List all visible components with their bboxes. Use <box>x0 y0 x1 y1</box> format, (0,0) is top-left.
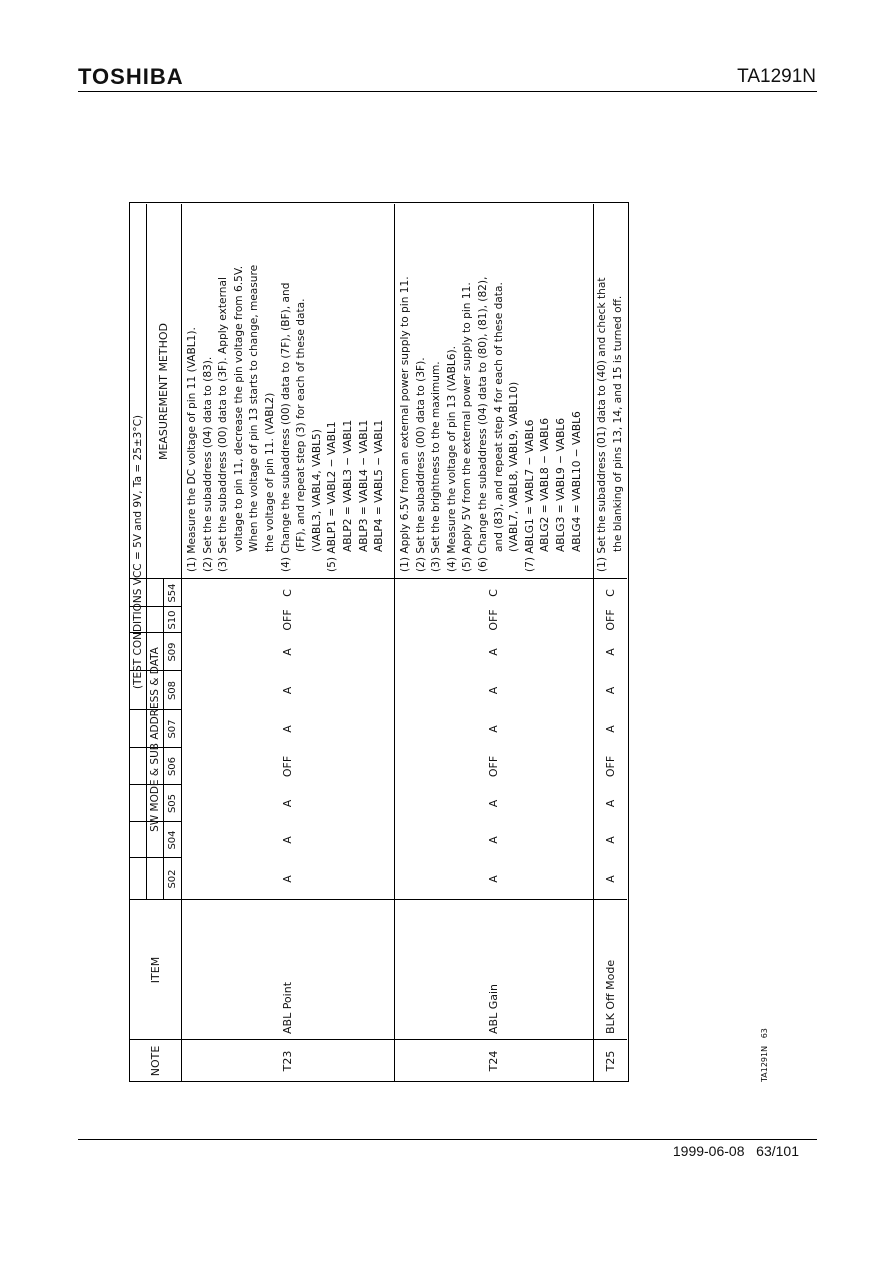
switch-header: S08 <box>166 680 178 701</box>
sw-mode-header: SW MODE & SUB ADDRESS & DATA <box>148 647 161 832</box>
switch-header: S06 <box>166 756 178 777</box>
switch-value: A <box>603 836 617 844</box>
switch-value: C <box>487 589 500 597</box>
item-header: ITEM <box>148 956 162 984</box>
switch-value: A <box>603 686 617 695</box>
switch-value: C <box>281 589 294 597</box>
switch-value: A <box>487 686 500 695</box>
switch-value: OFF <box>603 755 617 778</box>
switch-value: A <box>603 725 617 733</box>
method-line: (VABL7, VABL8, VABL9, VABL10) <box>508 381 521 552</box>
method-line: (6) Change the subaddress (04) data to (80), (81), (82), <box>476 276 489 572</box>
method-line: (1) Apply 6.5V from an external power supply to pin 11. <box>399 276 411 572</box>
footer-date: 1999-06-08 <box>672 1143 745 1159</box>
method-line: ABLG2 = VABL8 − VABL6 <box>539 417 552 552</box>
method-line: (5) ABLP1 = VABL2 − VABL1 <box>326 421 339 572</box>
note-header: NOTE <box>148 1045 162 1077</box>
switch-header: S05 <box>166 793 178 814</box>
method-line: (2) Set the subaddress (00) data to (3F). <box>414 357 427 572</box>
method-line: (4) Change the subaddress (00) data to (7F), (BF), and <box>279 282 292 572</box>
row-note: T24 <box>487 1050 500 1072</box>
row-note: T25 <box>603 1050 617 1072</box>
switch-value: OFF <box>281 609 294 631</box>
method-line: (2) Set the subaddress (04) data to (83). <box>201 356 214 572</box>
method-line: (7) ABLG1 = VABL7 − VABL6 <box>523 419 536 572</box>
method-line: (3) Set the brightness to the maximum. <box>430 361 443 572</box>
switch-value: A <box>487 875 500 883</box>
row-note: T23 <box>281 1050 294 1072</box>
part-number: TA1291N <box>737 66 816 87</box>
method-line: (1) Set the subaddress (01) data to (40) and check that <box>596 277 608 572</box>
method-line: (5) Apply 5V from the external power supply to pin 11. <box>461 282 474 572</box>
method-line: (FF), and repeat step (3) for each of these data. <box>295 298 308 552</box>
switch-value: A <box>487 648 500 656</box>
brand-logo: TOSHIBA <box>78 64 184 89</box>
switch-value: A <box>603 799 617 808</box>
method-line: ABLP3 = VABL4 − VABL1 <box>357 419 370 552</box>
switch-value: OFF <box>603 609 617 631</box>
switch-header: S10 <box>166 610 178 630</box>
method-line: ABLG3 = VABL9 − VABL6 <box>554 417 567 552</box>
switch-header: S02 <box>166 869 178 889</box>
page-number: 63/101 <box>756 1143 799 1159</box>
measurement-steps <box>185 204 388 572</box>
switch-value: A <box>603 875 617 883</box>
method-line: ABLP4 = VABL5 − VABL1 <box>373 419 386 552</box>
row-item: ABL Gain <box>487 984 500 1034</box>
method-line: (VABL3, VABL4, VABL5) <box>310 429 323 552</box>
switch-value: A <box>281 648 294 656</box>
method-line: ABLP2 = VABL3 − VABL1 <box>341 419 354 552</box>
switch-value: A <box>487 836 500 844</box>
footer-rule <box>78 1139 817 1140</box>
method-line: and (83), and repeat step 4 for each of these data. <box>492 282 505 552</box>
switch-header: S54 <box>166 583 178 603</box>
switch-value: OFF <box>281 755 294 778</box>
method-line: (3) Set the subaddress (00) data to (3F). Apply external <box>217 277 230 572</box>
method-line: (1) Measure the DC voltage of pin 11 (VABL1). <box>186 327 198 572</box>
switch-value: A <box>281 836 294 844</box>
method-line: ABLG4 = VABL10 − VABL6 <box>570 411 583 552</box>
measurement-method-header: MEASUREMENT METHOD <box>157 322 170 461</box>
measurement-steps <box>595 204 626 572</box>
switch-value: A <box>281 686 294 695</box>
switch-value: OFF <box>487 609 500 631</box>
header-rule <box>78 91 817 92</box>
method-line: voltage to pin 11, decrease the pin voltage from 6.5V. <box>232 265 245 552</box>
row-item: BLK Off Mode <box>603 959 617 1034</box>
switch-value: A <box>487 725 500 733</box>
switch-value: A <box>281 875 294 883</box>
switch-value: A <box>487 799 500 808</box>
switch-header: S09 <box>166 642 178 662</box>
switch-value: OFF <box>487 755 500 778</box>
switch-value: A <box>281 799 294 808</box>
switch-header: S07 <box>166 719 178 739</box>
switch-header: S04 <box>166 830 178 850</box>
switch-value: A <box>281 725 294 733</box>
test-conditions-header: (TEST CONDITIONS VCC = 5V and 9V, Ta = 25±3°C) <box>131 414 144 690</box>
method-line: the blanking of pins 13, 14, and 15 is turned off. <box>611 295 624 552</box>
switch-value: C <box>603 589 617 597</box>
switch-value: A <box>603 648 617 656</box>
side-label: TA1291N 63 <box>760 1028 769 1082</box>
method-line: the voltage of pin 11. (VABL2) <box>263 392 276 552</box>
footer-text <box>673 1143 799 1159</box>
row-item: ABL Point <box>281 981 294 1034</box>
method-line: When the voltage of pin 13 starts to change, measure <box>248 264 261 552</box>
measurement-steps <box>398 204 585 572</box>
method-line: (4) Measure the voltage of pin 13 (VABL6). <box>445 345 458 572</box>
measurement-table <box>129 202 629 1082</box>
